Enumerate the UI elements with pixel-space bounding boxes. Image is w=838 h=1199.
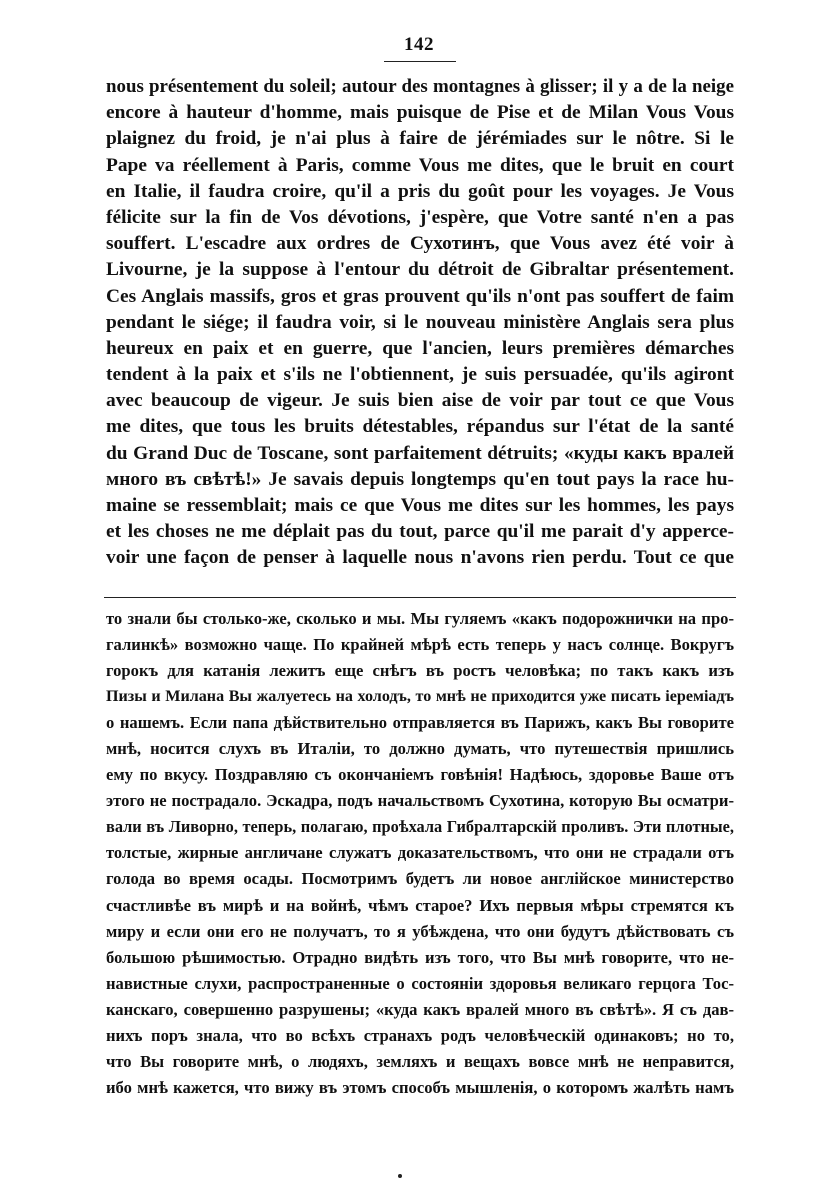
- russian-line: счастливѣе въ мирѣ и на войнѣ, чѣмъ старое? Ихъ первыя мѣры стремятся къ: [106, 895, 734, 915]
- french-line: Ces Anglais massifs, gros et gras prouvent qu'ils n'ont pas souffert de faim: [106, 285, 734, 307]
- french-line: Pape va réellement à Paris, comme Vous me dites, que le bruit en court: [106, 154, 734, 176]
- french-line: me dites, que tous les bruits détestables, répandus sur l'état de la santé: [106, 416, 734, 438]
- section-divider: [104, 597, 736, 598]
- french-line: encore à hauteur d'homme, mais puisque de Pise et de Milan Vous Vous: [106, 102, 734, 124]
- french-line: en Italie, il faudra croire, qu'il a pris du goût pour les voyages. Je Vous: [106, 180, 734, 202]
- french-line: avec beaucoup de vigeur. Je suis bien aise de voir par tout ce que Vous: [106, 390, 734, 412]
- russian-translation-text: [106, 606, 734, 1101]
- russian-line: канскаго, совершенно разрушены; «куда какъ вралей много въ свѣтѣ». Я съ дав-: [106, 999, 734, 1019]
- russian-line: голода во время осады. Посмотримъ будетъ ли новое англійское министерство: [106, 869, 734, 889]
- french-line: maine se ressemblait; mais ce que Vous me dites sur les hommes, les pays: [106, 495, 734, 516]
- page-number-rule: [384, 61, 456, 62]
- russian-line: миру и если они его не получатъ, то я убѣждена, что они будутъ дѣйствовать съ: [106, 921, 734, 941]
- french-line: много въ свѣтѣ!» Je savais depuis longtemps qu'en tout pays la race hu-: [106, 468, 734, 490]
- french-original-text: [106, 74, 734, 572]
- russian-line: ибо мнѣ кажется, что вижу въ этомъ способъ мышленія, о которомъ жалѣть намъ: [106, 1077, 734, 1097]
- french-line: souffert. L'escadre aux ordres de Сухотинъ, que Vous avez été voir à: [106, 233, 734, 255]
- russian-line: о нашемъ. Если папа дѣйствительно отправляется въ Парижъ, какъ Вы говорите: [106, 713, 734, 733]
- russian-line: ему по вкусу. Поздравляю съ окончаніемъ говѣнія! Надѣюсь, здоровье Ваше отъ: [106, 765, 734, 785]
- russian-line: то знали бы столько-же, сколько и мы. Мы гуляемъ «какъ подорожнички на про-: [106, 609, 734, 628]
- russian-line: большою рѣшимостью. Отрадно видѣть изъ того, что Вы мнѣ говорите, что не-: [106, 947, 734, 967]
- french-line: plaignez du froid, je n'ai plus à faire de jérémiades sur le nôtre. Si le: [106, 128, 734, 150]
- french-line: du Grand Duc de Toscane, sont parfaitement détruits; «куды какъ вралей: [106, 442, 734, 464]
- russian-line: вали въ Ливорно, теперь, полагаю, проѣхала Гибралтарскій проливъ. Эти плотные,: [106, 817, 734, 837]
- russian-line: галинкѣ» возможно чаще. По крайней мѣрѣ есть теперь у насъ солнце. Вокругъ: [106, 635, 734, 655]
- russian-line: толстые, жирные англичане служатъ доказательствомъ, что они не страдали отъ: [106, 843, 734, 863]
- french-line: tendent à la paix et s'ils ne l'obtiennent, je suis persuadée, qu'ils agiront: [106, 364, 734, 386]
- russian-line: Пизы и Милана Вы жалуетесь на холодъ, то мнѣ не приходится уже писать іеремiадъ: [106, 688, 734, 706]
- russian-line: горокъ для катанія лежитъ еще снѣгъ въ ростъ человѣка; по такъ какъ изъ: [106, 661, 734, 681]
- french-line: heureux en paix et en guerre, que l'ancien, leurs premières démarches: [106, 337, 734, 359]
- french-line: félicite sur la fin de Vos dévotions, j'espère, que Votre santé n'en a pas: [106, 206, 734, 228]
- french-line: Livourne, je la suppose à l'entour du détroit de Gibraltar présentement.: [106, 259, 734, 281]
- page-number: 142: [404, 34, 434, 55]
- french-line: voir une façon de penser à laquelle nous n'avons rien perdu. Tout ce que: [106, 547, 734, 569]
- french-line: et les choses ne me déplait pas du tout, parce qu'il me parait d'y apperce-: [106, 521, 734, 543]
- french-line: nous présentement du soleil; autour des montagnes à glisser; il y a de la neige: [106, 76, 734, 97]
- russian-line: мнѣ, носится слухъ въ Италіи, то должно думать, что путешествія пришлись: [106, 739, 734, 759]
- russian-line: нихъ поръ знала, что во всѣхъ странахъ родъ человѣческій одинаковъ; но то,: [106, 1025, 734, 1045]
- printer-dot-mark: [398, 1174, 402, 1178]
- french-line: pendant le siége; il faudra voir, si le nouveau ministère Anglais sera plus: [106, 311, 734, 333]
- russian-line: что Вы говорите мнѣ, о людяхъ, земляхъ и вещахъ вовсе мнѣ не неправится,: [106, 1051, 734, 1071]
- russian-line: навистные слухи, распространенные о состояніи здоровья великаго герцога Тос-: [106, 973, 734, 993]
- russian-line: этого не пострадало. Эскадра, подъ начальствомъ Сухотина, которую Вы осматри-: [106, 791, 734, 811]
